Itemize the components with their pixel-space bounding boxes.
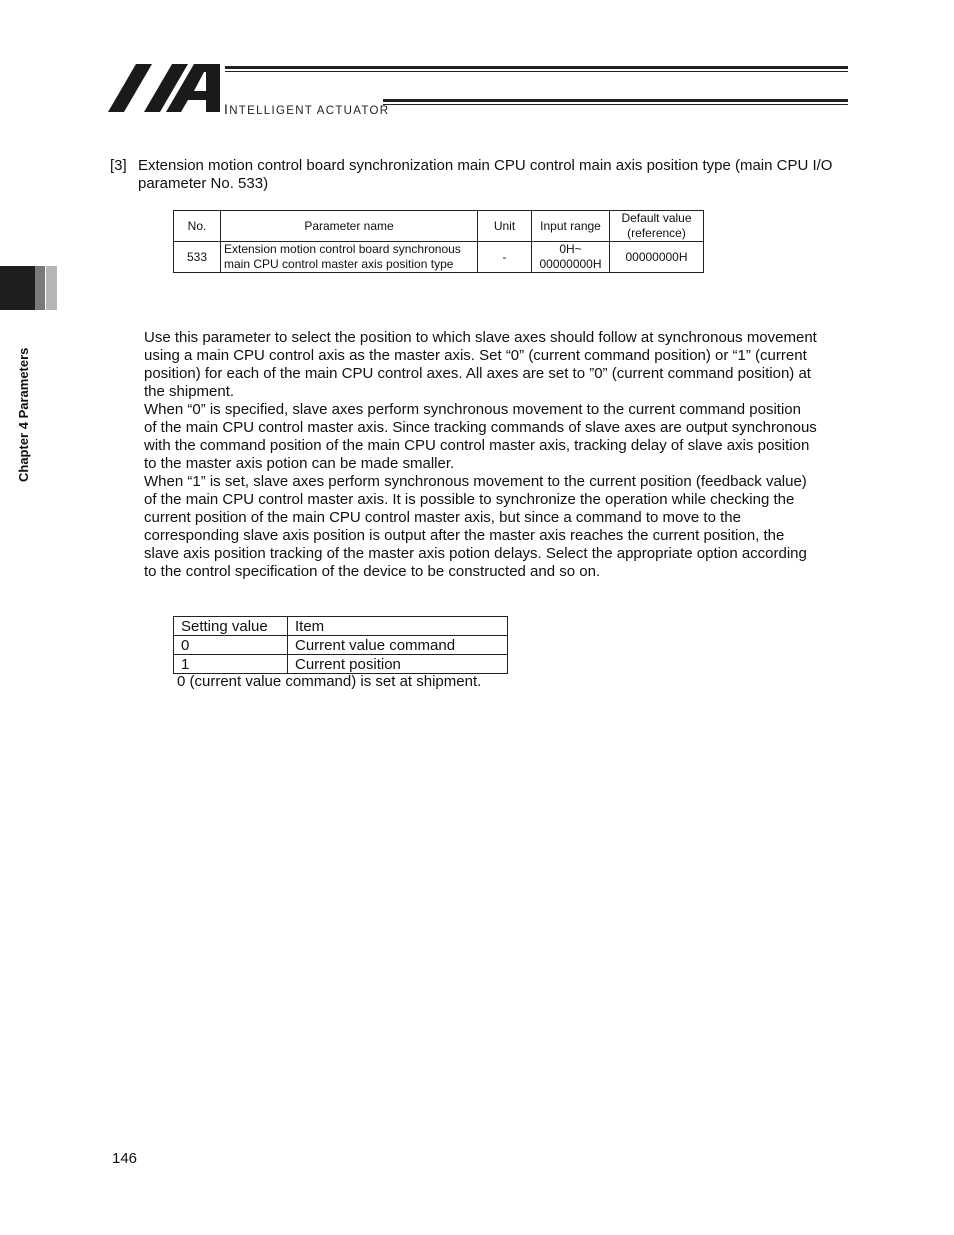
body-line: of the main CPU control master axis. It is possible to synchronize the operation while checking the <box>144 491 795 508</box>
body-line: corresponding slave axis position is output after the master axis reaches the current position, the <box>144 527 785 544</box>
chapter-tab-dark <box>0 266 35 310</box>
header-unit: Unit <box>478 211 532 242</box>
body-line: slave axis position tracking of the master axis potion delays. Select the appropriate option according <box>144 545 807 562</box>
body-line: with the command position of the main CPU control master axis, tracking delay of slave axis position <box>144 437 810 454</box>
section-number: [3] <box>110 157 127 174</box>
header-default-value: Default value (reference) <box>610 211 704 242</box>
cell-item: Current position <box>288 655 508 674</box>
header-rule-top <box>225 66 848 69</box>
cell-input-range: 0H~ 00000000H <box>532 242 610 273</box>
header-setting-value: Setting value <box>174 617 288 636</box>
chapter-label: Chapter 4 Parameters <box>16 347 31 482</box>
company-logo <box>108 64 220 114</box>
header-input-range: Input range <box>532 211 610 242</box>
table-header-row <box>174 617 508 636</box>
cell-no: 533 <box>174 242 221 273</box>
cell-setting-value: 0 <box>174 636 288 655</box>
chapter-tab-mid <box>35 266 45 310</box>
section-title: Extension motion control board synchronization main CPU control main axis position type (main CPU I/O parameter No. 533) <box>138 157 833 192</box>
table-row <box>174 655 508 674</box>
header-parameter-name: Parameter name <box>221 211 478 242</box>
table-row <box>174 242 704 273</box>
header-rule-top-thin <box>225 71 848 72</box>
body-line: When “0” is specified, slave axes perform synchronous movement to the current command position <box>144 401 801 418</box>
cell-default-value: 00000000H <box>610 242 704 273</box>
cell-setting-value: 1 <box>174 655 288 674</box>
description-text <box>144 329 850 581</box>
shipment-note: 0 (current value command) is set at shipment. <box>177 673 482 690</box>
chapter-tab-light <box>46 266 57 310</box>
table-header-row <box>174 211 704 242</box>
body-line: to the master axis potion can be made smaller. <box>144 455 455 472</box>
header-rule-bottom <box>383 99 848 102</box>
header-no: No. <box>174 211 221 242</box>
body-line: Use this parameter to select the position to which slave axes should follow at synchronous movement <box>144 329 817 346</box>
body-line: position) for each of the main CPU control axes. All axes are set to ”0” (current command position) at <box>144 365 811 382</box>
header-item: Item <box>288 617 508 636</box>
table-row <box>174 636 508 655</box>
body-line: current position of the main CPU control master axis, but since a command to move to the <box>144 509 741 526</box>
cell-item: Current value command <box>288 636 508 655</box>
body-line: the shipment. <box>144 383 235 400</box>
body-line: using a main CPU control axis as the master axis. Set “0” (current command position) or “1” (current <box>144 347 807 364</box>
page-number: 146 <box>112 1150 138 1167</box>
brand-name: INTELLIGENT ACTUATOR <box>224 101 390 117</box>
settings-table <box>173 616 508 674</box>
parameter-table <box>173 210 704 273</box>
cell-unit: - <box>478 242 532 273</box>
cell-parameter-name: Extension motion control board synchronous main CPU control master axis position type <box>221 242 478 273</box>
body-line: of the main CPU control master axis. Since tracking commands of slave axes are output synchronous <box>144 419 817 436</box>
body-line: to the control specification of the device to be constructed and so on. <box>144 563 601 580</box>
body-line: When “1” is set, slave axes perform synchronous movement to the current position (feedback value) <box>144 473 807 490</box>
header-rule-bottom-thin <box>383 104 848 105</box>
